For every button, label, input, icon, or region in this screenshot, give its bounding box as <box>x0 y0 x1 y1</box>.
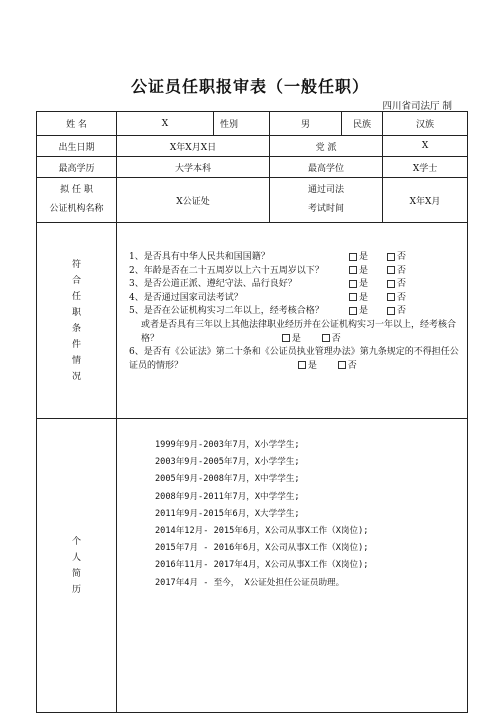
ethnicity-label: 民族 <box>342 112 383 136</box>
resume-content <box>117 419 468 713</box>
row-office <box>37 178 468 223</box>
row-basic-info <box>37 112 468 136</box>
checkbox-square-icon <box>349 293 357 301</box>
yes-checkbox[interactable]: 是 <box>349 278 368 292</box>
condition-text: 或者是否具有三年以上其他法律职业经历并在公证机构实习一年以上，经考核合格？ <box>141 319 457 344</box>
condition-item-6 <box>129 346 463 373</box>
office-label-line2: 公证机构名称 <box>49 204 104 214</box>
party-value[interactable]: X <box>383 136 468 157</box>
condition-item-5b <box>129 319 463 346</box>
resume-entry: 1999年9月-2003年7月，X小学学生; <box>155 440 300 450</box>
office-value[interactable]: X公证处 <box>117 178 270 223</box>
checkbox-square-icon <box>387 280 395 288</box>
row-conditions <box>37 223 468 419</box>
office-label-line1: 拟 任 职 <box>60 185 93 195</box>
condition-text: 1、是否具有中华人民共和国国籍？ <box>129 252 270 262</box>
ethnicity-value[interactable]: 汉族 <box>383 112 468 136</box>
resume-entry: 2015年7月 - 2016年6月，X公司从事X工作（X岗位); <box>155 543 369 554</box>
conditions-label-char: 任 <box>71 291 81 302</box>
checkbox-square-icon <box>338 361 346 369</box>
exam-label-line2: 考试时间 <box>308 204 345 214</box>
exam-value[interactable]: X年X月 <box>383 178 468 223</box>
resume-entry: 2008年9月-2011年7月，X中学学生; <box>155 491 300 502</box>
no-checkbox[interactable]: 否 <box>387 251 406 265</box>
yes-checkbox[interactable]: 是 <box>349 265 368 279</box>
degree-value[interactable]: X学士 <box>383 157 468 178</box>
exam-label <box>270 178 383 223</box>
gender-label: 性别 <box>214 112 270 136</box>
exam-label-line1: 通过司法 <box>308 185 345 195</box>
conditions-label-char: 条 <box>71 323 81 334</box>
resume-entry: 2014年12月- 2015年6月，X公司从事X工作（X岗位); <box>155 526 369 537</box>
no-checkbox[interactable]: 否 <box>387 305 406 319</box>
name-label: 姓 名 <box>37 112 117 136</box>
birth-label: 出生日期 <box>37 136 117 157</box>
row-birth <box>37 136 468 157</box>
conditions-label-char: 符 <box>71 259 81 270</box>
row-resume <box>37 419 468 713</box>
education-label: 最高学历 <box>37 157 117 178</box>
resume-entry: 2011年9月-2015年6月，X大学学生; <box>155 508 300 519</box>
issuer-label: 四川省司法厅 制 <box>382 101 452 112</box>
checkbox-square-icon <box>387 307 395 315</box>
condition-text: 2、年龄是否在二十五周岁以上六十五周岁以下？ <box>129 265 324 276</box>
resume-label-char: 人 <box>71 552 81 563</box>
conditions-label-char: 情 <box>71 355 81 366</box>
condition-item <box>129 292 463 306</box>
condition-text: 4、是否通过国家司法考试？ <box>129 292 243 303</box>
checkbox-square-icon <box>349 280 357 288</box>
checkbox-square-icon <box>349 253 357 261</box>
no-checkbox[interactable]: 否 <box>338 361 357 371</box>
checkbox-square-icon <box>349 266 357 274</box>
checkbox-square-icon <box>387 253 395 261</box>
condition-text: 6、是否有《公证法》第二十条和《公证员执业管理办法》第九条规定的不得担任公证员的情形？ <box>129 347 459 371</box>
condition-item <box>129 305 463 319</box>
party-label: 党 派 <box>270 136 383 157</box>
conditions-content <box>117 223 468 419</box>
education-value[interactable]: 大学本科 <box>117 157 270 178</box>
birth-value[interactable]: X年X月X日 <box>117 136 270 157</box>
yes-checkbox[interactable]: 是 <box>349 251 368 265</box>
condition-item <box>129 251 463 265</box>
no-checkbox[interactable]: 否 <box>387 265 406 279</box>
resume-label-char: 个 <box>71 536 81 547</box>
checkbox-square-icon <box>387 293 395 301</box>
form-title: 公证员任职报审表（一般任职） <box>130 77 369 96</box>
condition-text: 5、是否在公证机构实习二年以上，经考核合格？ <box>129 306 324 317</box>
resume-label-char: 简 <box>71 568 81 579</box>
conditions-label-char: 件 <box>71 339 81 350</box>
conditions-label-char: 职 <box>71 307 81 318</box>
condition-item <box>129 265 463 279</box>
resume-entry: 2017年4月 - 至今， X公证处担任公证员助理。 <box>155 577 345 588</box>
checkbox-square-icon <box>387 266 395 274</box>
application-form-table <box>36 111 468 713</box>
resume-label-char: 历 <box>71 584 81 595</box>
conditions-label <box>37 223 117 419</box>
gender-value[interactable]: 男 <box>270 112 342 136</box>
yes-checkbox[interactable]: 是 <box>349 292 368 306</box>
resume-entry: 2005年9月-2008年7月，X中学学生; <box>155 474 300 485</box>
resume-label <box>37 419 117 713</box>
resume-entry: 2016年11月- 2017年4月，X公司从事X工作（X岗位); <box>155 560 369 571</box>
row-education <box>37 157 468 178</box>
office-label <box>37 178 117 223</box>
checkbox-square-icon <box>349 307 357 315</box>
yes-checkbox[interactable]: 是 <box>298 361 317 371</box>
checkbox-square-icon <box>298 361 306 369</box>
degree-label: 最高学位 <box>270 157 383 178</box>
no-checkbox[interactable]: 否 <box>387 292 406 306</box>
yes-checkbox[interactable]: 是 <box>282 334 301 344</box>
yes-checkbox[interactable]: 是 <box>349 305 368 319</box>
checkbox-square-icon <box>282 334 290 342</box>
no-checkbox[interactable]: 否 <box>387 278 406 292</box>
conditions-label-char: 况 <box>71 371 81 382</box>
no-checkbox[interactable]: 否 <box>322 334 341 344</box>
resume-entry: 2003年9月-2005年7月，X小学学生; <box>155 457 300 468</box>
checkbox-square-icon <box>322 334 330 342</box>
conditions-label-char: 合 <box>71 275 81 286</box>
condition-text: 3、是否公道正派、遵纪守法、品行良好？ <box>129 279 297 290</box>
name-value[interactable]: X <box>117 112 214 136</box>
condition-item <box>129 278 463 292</box>
